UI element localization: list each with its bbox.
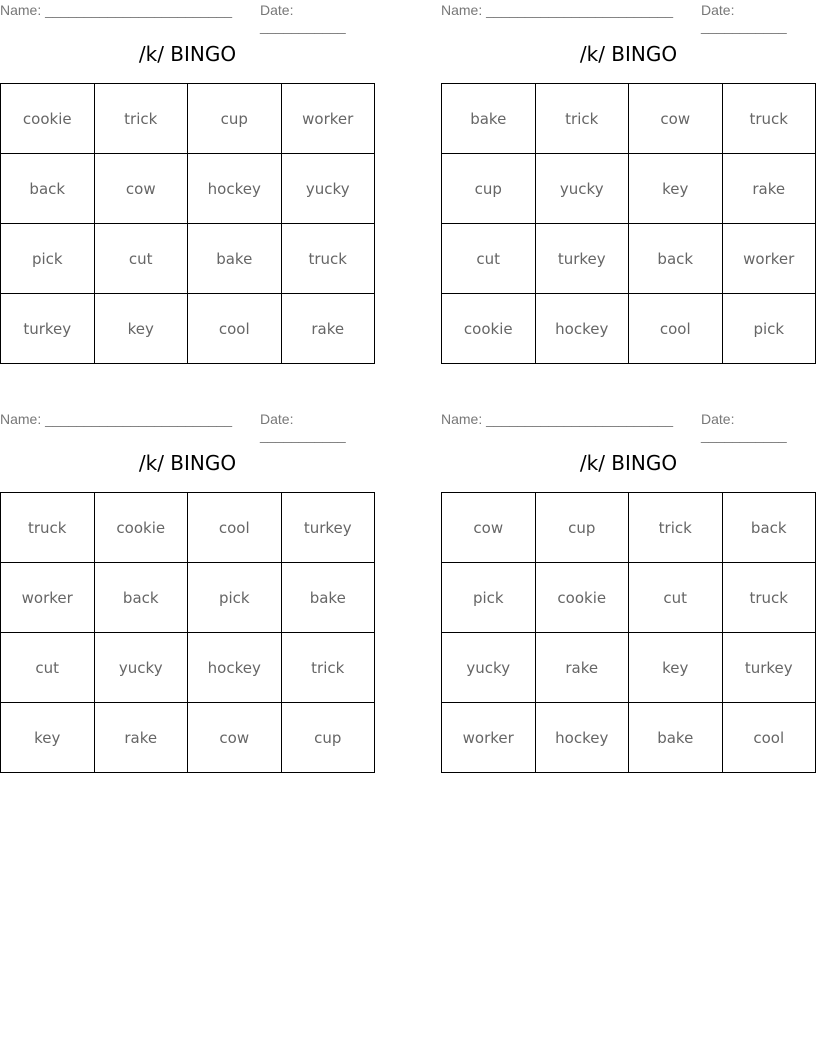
date-field[interactable]: Date: ___________ <box>701 411 787 443</box>
grid-row <box>442 493 816 563</box>
grid-row <box>1 294 375 364</box>
bingo-cell[interactable]: yucky <box>94 633 188 703</box>
grid-row <box>442 224 816 294</box>
bingo-cell[interactable]: cool <box>722 703 816 773</box>
bingo-cell[interactable]: truck <box>1 493 95 563</box>
bingo-cell[interactable]: back <box>629 224 723 294</box>
bingo-cell[interactable]: pick <box>1 224 95 294</box>
bingo-cell[interactable]: bake <box>629 703 723 773</box>
bingo-cell[interactable]: key <box>1 703 95 773</box>
grid-row <box>442 633 816 703</box>
bingo-cell[interactable]: trick <box>535 84 629 154</box>
grid-row <box>442 84 816 154</box>
bingo-card <box>0 0 375 365</box>
bingo-cell[interactable]: pick <box>188 563 282 633</box>
grid-row <box>1 84 375 154</box>
bingo-cell[interactable]: rake <box>535 633 629 703</box>
bingo-card <box>441 409 816 774</box>
date-field[interactable]: Date: ___________ <box>260 411 346 443</box>
bingo-cell[interactable]: turkey <box>722 633 816 703</box>
bingo-cell[interactable]: cup <box>535 493 629 563</box>
bingo-cell[interactable]: cool <box>629 294 723 364</box>
card-header <box>441 411 816 443</box>
bingo-cell[interactable]: pick <box>442 563 536 633</box>
card-header <box>441 2 816 34</box>
bingo-cell[interactable]: bake <box>442 84 536 154</box>
bingo-cell[interactable]: hockey <box>535 294 629 364</box>
bingo-cell[interactable]: trick <box>629 493 723 563</box>
bingo-grid <box>0 83 375 364</box>
bingo-cell[interactable]: cup <box>188 84 282 154</box>
bingo-cell[interactable]: trick <box>94 84 188 154</box>
bingo-cell[interactable]: turkey <box>1 294 95 364</box>
bingo-cell[interactable]: back <box>1 154 95 224</box>
bingo-card <box>441 0 816 365</box>
bingo-cell[interactable]: cut <box>94 224 188 294</box>
bingo-grid <box>0 492 375 773</box>
bingo-cell[interactable]: trick <box>281 633 375 703</box>
bingo-cell[interactable]: cut <box>442 224 536 294</box>
date-field[interactable]: Date: ___________ <box>701 2 787 34</box>
bingo-cell[interactable]: hockey <box>188 633 282 703</box>
bingo-cell[interactable]: cup <box>281 703 375 773</box>
name-field[interactable]: Name: ________________________ <box>0 2 232 18</box>
name-field[interactable]: Name: ________________________ <box>0 411 232 427</box>
bingo-cell[interactable]: key <box>629 154 723 224</box>
bingo-cell[interactable]: truck <box>722 84 816 154</box>
grid-row <box>442 294 816 364</box>
bingo-cell[interactable]: turkey <box>535 224 629 294</box>
bingo-cell[interactable]: bake <box>281 563 375 633</box>
bingo-card <box>0 409 375 774</box>
bingo-cell[interactable]: pick <box>722 294 816 364</box>
grid-row <box>442 703 816 773</box>
grid-row <box>1 493 375 563</box>
bingo-cell[interactable]: turkey <box>281 493 375 563</box>
bingo-cell[interactable]: hockey <box>188 154 282 224</box>
card-title: /k/ BINGO <box>579 42 678 66</box>
bingo-cell[interactable]: cow <box>442 493 536 563</box>
bingo-cell[interactable]: cow <box>94 154 188 224</box>
name-field[interactable]: Name: ________________________ <box>441 2 673 18</box>
bingo-cell[interactable]: rake <box>94 703 188 773</box>
grid-row <box>1 154 375 224</box>
bingo-cell[interactable]: cookie <box>442 294 536 364</box>
bingo-cell[interactable]: key <box>94 294 188 364</box>
bingo-cell[interactable]: cup <box>442 154 536 224</box>
card-title: /k/ BINGO <box>138 451 237 475</box>
bingo-cell[interactable]: worker <box>442 703 536 773</box>
bingo-cell[interactable]: truck <box>722 563 816 633</box>
bingo-cell[interactable]: cookie <box>1 84 95 154</box>
bingo-cell[interactable]: worker <box>722 224 816 294</box>
bingo-cell[interactable]: rake <box>722 154 816 224</box>
card-title: /k/ BINGO <box>138 42 237 66</box>
bingo-cell[interactable]: cut <box>1 633 95 703</box>
grid-row <box>1 633 375 703</box>
bingo-cell[interactable]: cow <box>629 84 723 154</box>
bingo-cell[interactable]: key <box>629 633 723 703</box>
bingo-cell[interactable]: cookie <box>535 563 629 633</box>
bingo-cell[interactable]: worker <box>1 563 95 633</box>
bingo-cell[interactable]: cool <box>188 493 282 563</box>
bingo-cell[interactable]: cow <box>188 703 282 773</box>
grid-row <box>1 703 375 773</box>
grid-row <box>442 154 816 224</box>
date-field[interactable]: Date: ___________ <box>260 2 346 34</box>
card-header <box>0 411 375 443</box>
card-title: /k/ BINGO <box>579 451 678 475</box>
bingo-cell[interactable]: back <box>94 563 188 633</box>
bingo-cell[interactable]: yucky <box>535 154 629 224</box>
bingo-cell[interactable]: back <box>722 493 816 563</box>
bingo-cell[interactable]: hockey <box>535 703 629 773</box>
name-field[interactable]: Name: ________________________ <box>441 411 673 427</box>
bingo-cell[interactable]: rake <box>281 294 375 364</box>
grid-row <box>442 563 816 633</box>
bingo-grid <box>441 492 816 773</box>
bingo-cell[interactable]: yucky <box>442 633 536 703</box>
grid-row <box>1 563 375 633</box>
bingo-cell[interactable]: cool <box>188 294 282 364</box>
bingo-cell[interactable]: yucky <box>281 154 375 224</box>
grid-row <box>1 224 375 294</box>
bingo-cell[interactable]: worker <box>281 84 375 154</box>
card-header <box>0 2 375 34</box>
bingo-grid <box>441 83 816 364</box>
bingo-cell[interactable]: cut <box>629 563 723 633</box>
bingo-cell[interactable]: bake <box>188 224 282 294</box>
bingo-cell[interactable]: truck <box>281 224 375 294</box>
bingo-cell[interactable]: cookie <box>94 493 188 563</box>
